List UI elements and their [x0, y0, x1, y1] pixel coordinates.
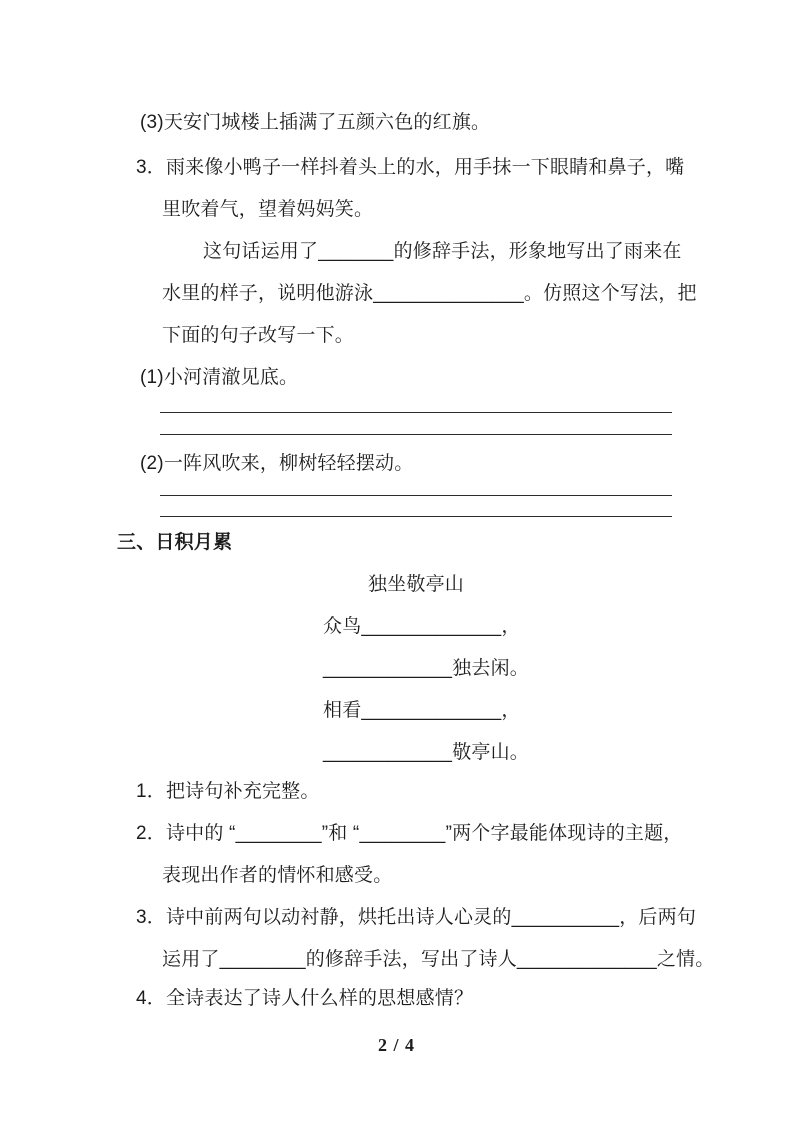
page-number: 2 / 4 — [377, 1035, 415, 1055]
question-3-sub-item-1: (1)小河清澈见底。 — [140, 367, 299, 388]
answer-line — [160, 495, 672, 496]
question-3-stem-line-2: 里吹着气，望着妈妈笑。 — [162, 199, 374, 220]
question-3-analysis-line-1: 这句话运用了_______的修辞手法，形象地写出了雨来在 — [203, 241, 682, 262]
section-3-question-3-line-2: 运用了________的修辞手法，写出了诗人_____________之情。 — [162, 949, 715, 970]
section-3-question-4: 4．全诗表达了诗人什么样的思想感情？ — [136, 988, 474, 1009]
section-3-question-3-line-1: 3．诗中前两句以动衬静，烘托出诗人心灵的__________，后两句 — [136, 907, 697, 928]
poem-line-3: 相看_____________， — [323, 700, 521, 721]
section-3-question-2-line-1: 2．诗中的 “________”和 “________”两个字最能体现诗的主题， — [136, 823, 683, 844]
question-3-sub-item-2: (2)一阵风吹来，柳树轻轻摆动。 — [140, 453, 414, 474]
question-3-analysis-line-3: 下面的句子改写一下。 — [162, 325, 355, 346]
poem-title: 独坐敬亭山 — [368, 574, 465, 595]
sub-item-3-flag-sentence: (3)天安门城楼上插满了五颜六色的红旗。 — [140, 112, 491, 133]
question-3-stem-line-1: 3．雨来像小鸭子一样抖着头上的水，用手抹一下眼睛和鼻子，嘴 — [136, 157, 685, 178]
poem-line-1: 众鸟_____________， — [323, 616, 521, 637]
answer-line — [160, 412, 672, 413]
poem-line-4: ____________敬亭山。 — [323, 742, 530, 763]
answer-line — [160, 434, 672, 435]
poem-line-2: ____________独去闲。 — [323, 658, 530, 679]
section-3-question-1: 1．把诗句补充完整。 — [136, 781, 320, 802]
answer-line — [160, 516, 672, 517]
section-3-question-2-line-2: 表现出作者的情怀和感受。 — [162, 865, 393, 886]
section-3-heading: 三、日积月累 — [117, 532, 233, 553]
question-3-analysis-line-2: 水里的样子，说明他游泳______________。仿照这个写法，把 — [162, 283, 697, 304]
